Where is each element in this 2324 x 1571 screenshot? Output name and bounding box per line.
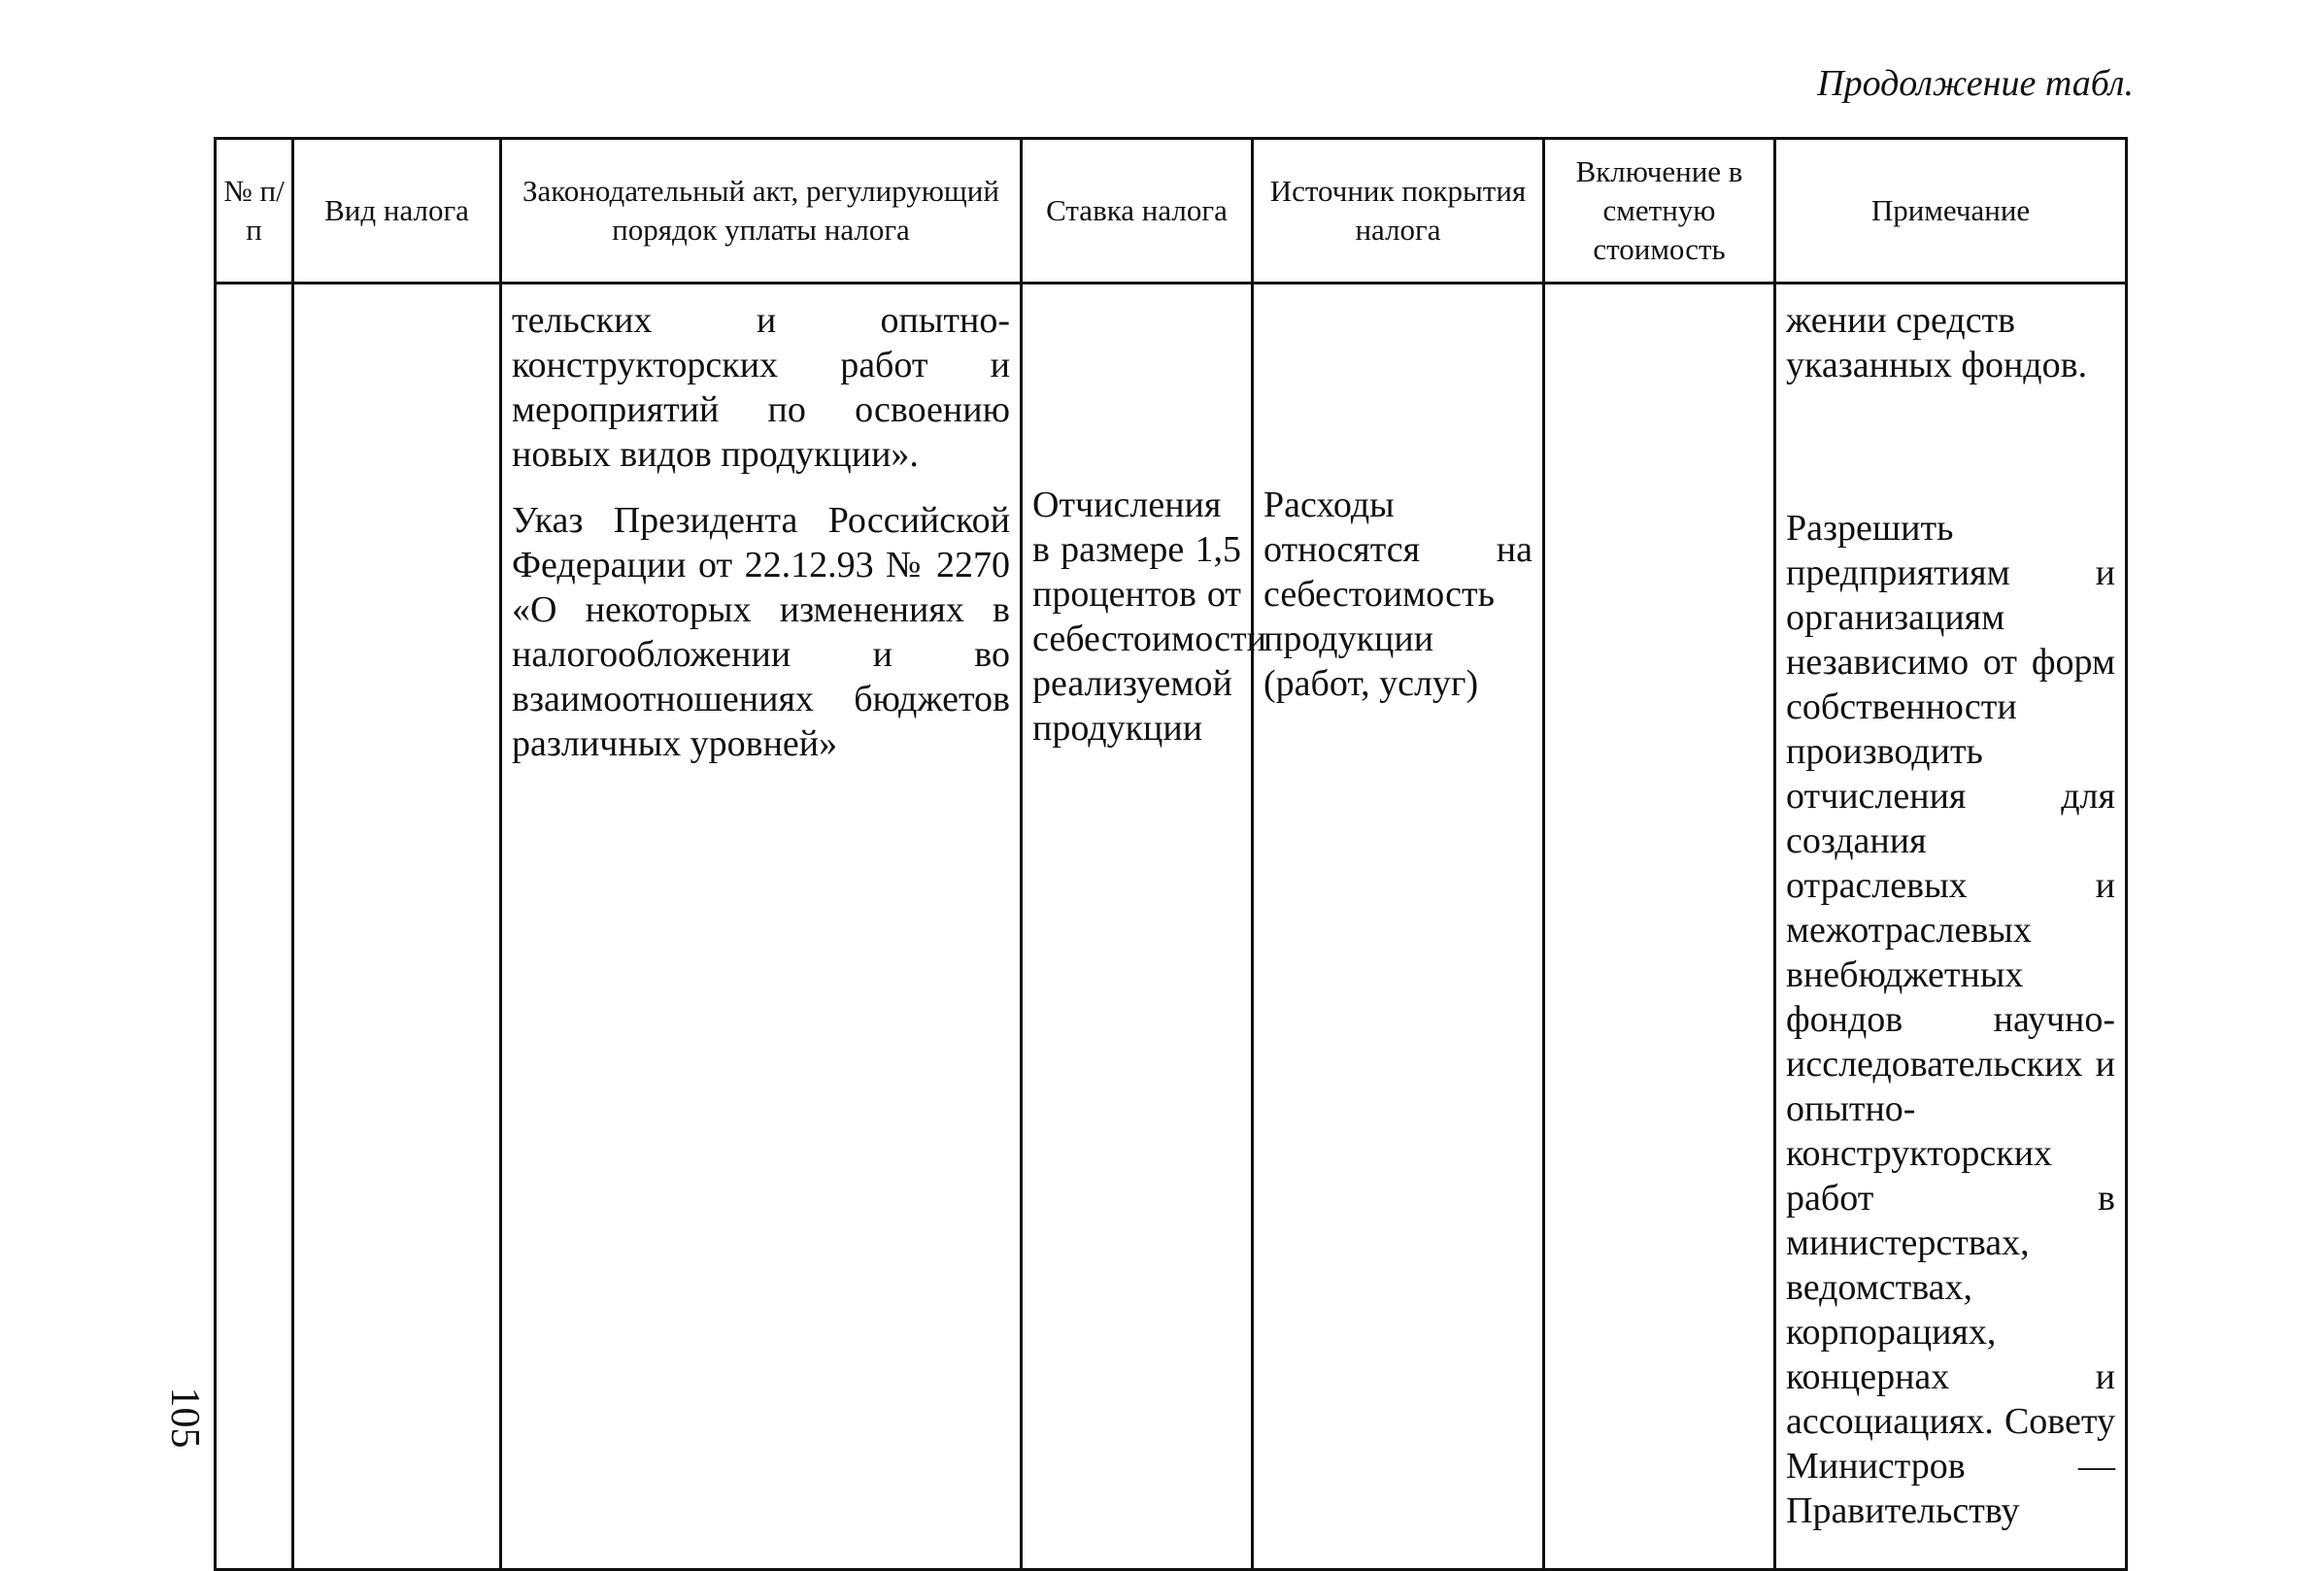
source-text: Расходы относятся на себестоимость продукции (работ, услуг) — [1263, 485, 1532, 704]
table-row — [216, 284, 2127, 1570]
cell-coverage-source — [1253, 284, 1544, 1570]
cell-tax-type — [293, 284, 501, 1570]
cell-note — [1775, 284, 2127, 1570]
header-tax-type: Вид налога — [293, 139, 501, 284]
rate-text: Отчисления в размере 1,5 процентов от себестоимости реализуемой продукции — [1032, 485, 1266, 749]
header-note: Примечание — [1775, 139, 2127, 284]
note-main-text: Разрешить предприятиям и организациям независимо от форм собственности производить отчисления для создания отраслевых и межотраслевых внебюджетных фондов научно-исследовательских и опытно-конструкторских работ в министерствах, ведомствах, корпорациях, концернах и ассоциациях. Совету Министров — Правительству — [1786, 508, 2115, 1531]
header-legislative-act: Законодательный акт, регулирующий порядок уплаты налога — [501, 139, 1022, 284]
cell-number — [216, 284, 293, 1570]
act-decree-text: Указ Президента Российской Федерации от 22.12.93 № 2270 «О некоторых изменениях в налогообложении и во взаимоотношениях бюджетов различных уровней» — [512, 500, 1010, 764]
header-number: № п/п — [216, 139, 293, 284]
header-coverage-source: Источник покрытия налога — [1253, 139, 1544, 284]
table-header-row — [216, 139, 2127, 284]
note-continuation-text: жении средств указанных фондов. — [1786, 300, 2088, 385]
tax-table — [214, 137, 2128, 1571]
header-estimate-inclusion: Включение в сметную стоимость — [1544, 139, 1775, 284]
cell-tax-rate — [1022, 284, 1266, 1570]
table-continuation-caption: Продолжение табл. — [1817, 63, 2134, 104]
cell-legislative-act — [501, 284, 1022, 1570]
act-continuation-text: тельских и опытно-конструкторских работ и мероприятий по освоению новых видов продукции». — [512, 300, 1010, 475]
header-tax-rate: Ставка налога — [1022, 139, 1253, 284]
page-number: 105 — [162, 1387, 207, 1449]
cell-estimate-inclusion — [1544, 284, 1775, 1570]
